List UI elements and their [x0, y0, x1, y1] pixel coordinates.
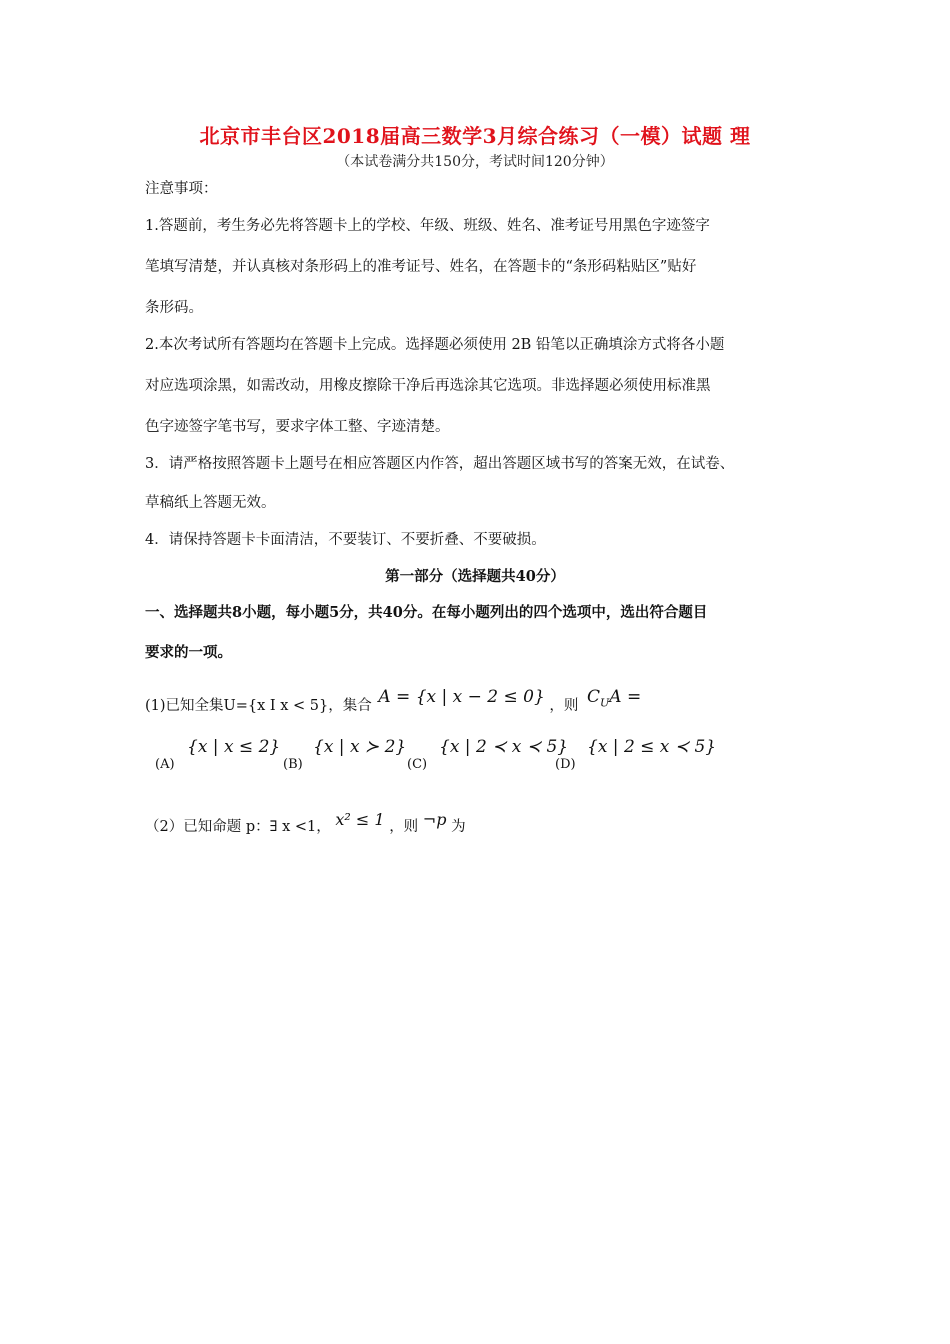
- note-line: 1.答题前，考生务必先将答题卡上的学校、年级、班级、姓名、准考证号用黑色字迹签字: [145, 218, 710, 234]
- note-line: 2.本次考试所有答题均在答题卡上完成。选择题必须使用 2B 铅笔以正确填涂方式将各小题: [145, 337, 725, 353]
- negation-expression: ¬p: [422, 810, 447, 829]
- notes-heading: 注意事项：: [145, 181, 218, 197]
- option-b-label: (B): [283, 757, 303, 772]
- question-2-expression: x² ≤ 1: [335, 810, 385, 829]
- page-title: 北京市丰台区2018届高三数学3月综合练习（一模）试题 理: [199, 124, 751, 148]
- section-intro-line: 要求的一项。: [145, 644, 232, 661]
- section-intro-line: 一、选择题共8小题，每小题5分，共40分。在每小题列出的四个选项中，选出符合题目: [145, 604, 708, 621]
- option-d-expression: {x | 2 ≤ x ≺ 5}: [587, 737, 717, 757]
- question-1: [145, 687, 642, 717]
- set-a-expression: A = {x | x − 2 ≤ 0}: [378, 687, 545, 707]
- note-line: 4．请保持答题卡卡面清洁，不要装订、不要折叠、不要破损。: [145, 532, 546, 548]
- page-subtitle: （本试卷满分共150分，考试时间120分钟）: [336, 154, 614, 170]
- note-line: 条形码。: [145, 300, 203, 316]
- option-d-label: (D): [555, 757, 576, 772]
- note-line: 3．请严格按照答题卡上题号在相应答题区内作答，超出答题区域书写的答案无效，在试卷、: [145, 456, 735, 472]
- question-2-text: （2）已知命题 p：∃ x <1，: [145, 819, 331, 835]
- question-1-then: ，则: [549, 698, 579, 714]
- question-2-tail: 为: [451, 819, 466, 835]
- question-1-text: (1)已知全集U={x I x < 5}，集合: [145, 698, 372, 714]
- complement-expression: $C_UA$ =: [587, 687, 642, 710]
- note-line: 草稿纸上答题无效。: [145, 495, 276, 511]
- option-b-expression: {x | x ≻ 2}: [313, 737, 407, 757]
- option-a-expression: {x | x ≤ 2}: [187, 737, 281, 757]
- question-2-then: ，则: [389, 819, 419, 835]
- note-line: 笔填写清楚，并认真核对条形码上的准考证号、姓名，在答题卡的“条形码粘贴区”贴好: [145, 259, 697, 275]
- part-heading: 第一部分（选择题共40分）: [385, 568, 565, 585]
- option-c-expression: {x | 2 ≺ x ≺ 5}: [439, 737, 569, 757]
- note-line: 对应选项涂黑，如需改动，用橡皮擦除干净后再选涂其它选项。非选择题必须使用标准黑: [145, 378, 711, 394]
- option-a-label: (A): [155, 757, 175, 772]
- question-2: [145, 810, 466, 836]
- option-c-label: (C): [407, 757, 428, 772]
- note-line: 色字迹签字笔书写，要求字体工整、字迹清楚。: [145, 419, 450, 435]
